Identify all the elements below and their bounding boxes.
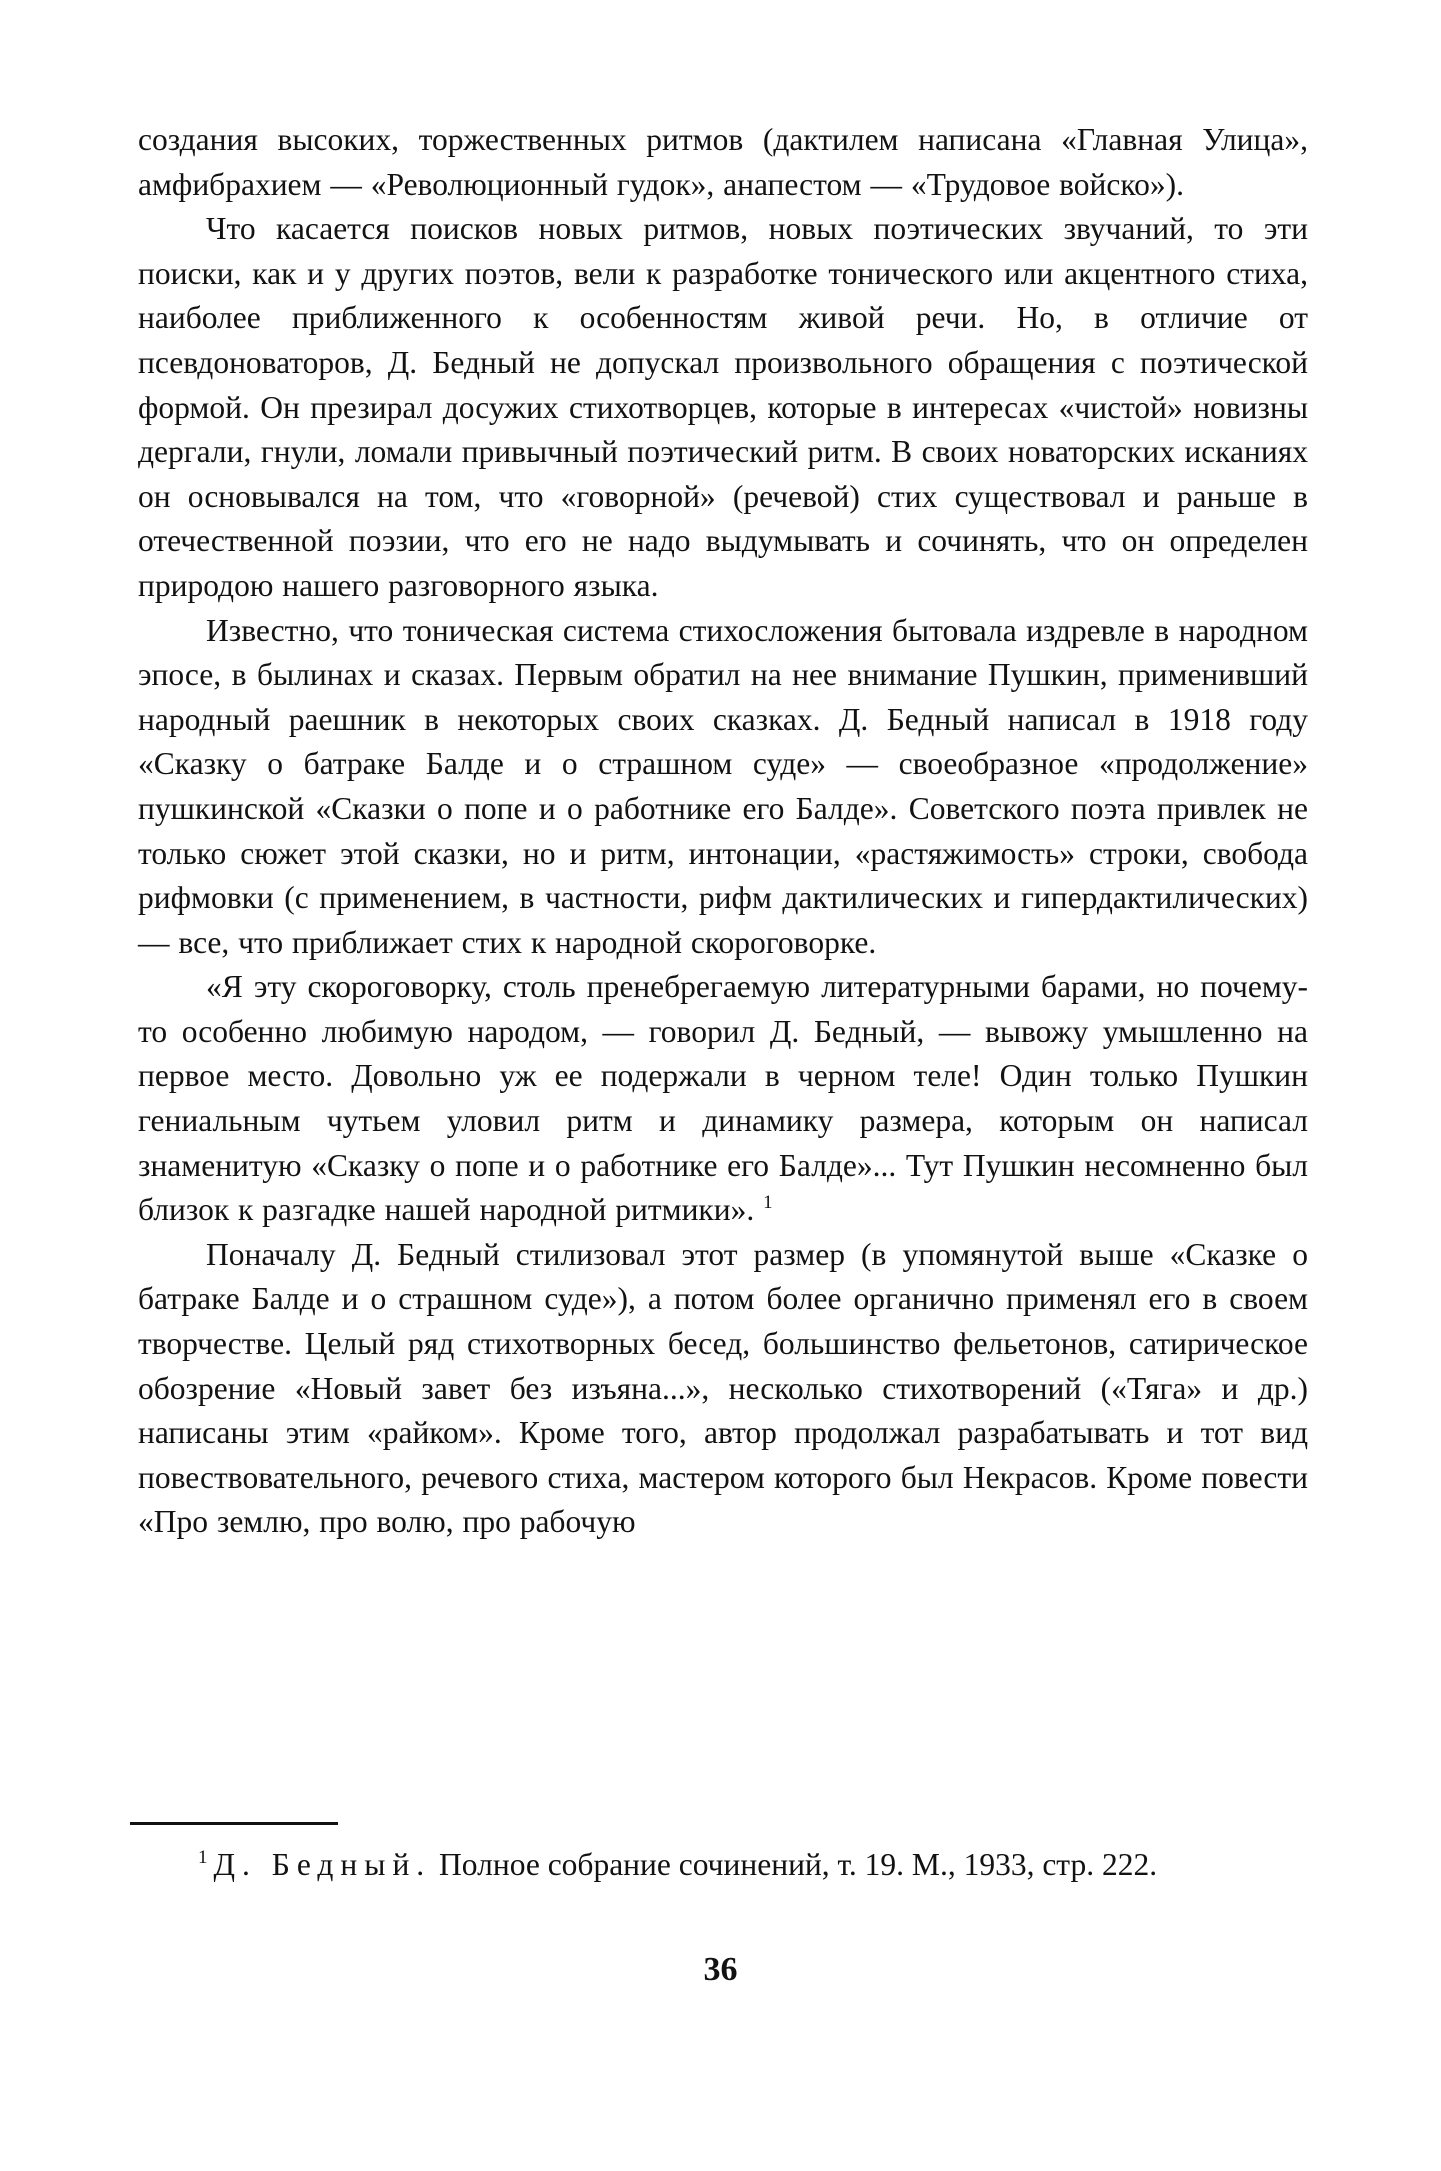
paragraph-1: создания высоких, торжественных ритмов (дактилем написана «Главная Улица», амфибрахием — «Революционный гудок», анапестом — «Трудовое войско»). [138, 122, 1308, 202]
paragraph-2: Что касается поисков новых ритмов, новых поэтических звучаний, то эти поиски, как и у других поэтов, вели к разработке тонического или акцентного стиха, наиболее приближенного к особенностям живой речи. Но, в отличие от псевдоноваторов, Д. Бедный не допускал произвольного обращения с поэтической формой. Он презирал досужих стихотворцев, которые в интересах «чистой» новизны дергали, гнули, ломали привычный поэтический ритм. В своих новаторских исканиях он основывался на том, что «говорной» (речевой) стих существовал и раньше в отечественной поэзии, что его не надо выдумывать и сочинять, что он определен природою нашего разговорного языка. [138, 211, 1308, 603]
footnote [138, 1843, 1308, 1887]
paragraph-5: Поначалу Д. Бедный стилизовал этот размер (в упомянутой выше «Сказке о батраке Балде и о страшном суде»), а потом более органично применял его в своем творчестве. Целый ряд стихотворных бесед, большинство фельетонов, сатирическое обозрение «Новый завет без изъяна...», несколько стихотворений («Тяга» и др.) написаны этим «райком». Кроме того, автор продолжал разрабатывать и тот вид повествовательного, речевого стиха, мастером которого был Некрасов. Кроме повести «Про землю, про волю, про рабочую [138, 1236, 1308, 1540]
footnote-divider [130, 1822, 338, 1825]
quote-text: «Я эту скороговорку, столь пренебрегаемую литературными барами, но почему-то особенно любимую народом, — говорил Д. Бедный, — вывожу умышленно на первое место. Довольно уж ее подержали в черном теле! Один только Пушкин гениальным чутьем уловил ритм и динамику размера, которым он написал знаменитую «Сказку о попе и о работнике его Балде»... Тут Пушкин несомненно был близок к разгадке нашей народной ритмики». [138, 969, 1308, 1228]
footnote-author: Д. Бедный. [213, 1847, 432, 1882]
paragraph-3: Известно, что тоническая система стихосложения бытовала издревле в народном эпосе, в былинах и сказах. Первым обратил на нее внимание Пушкин, применивший народный раешник в некоторых своих сказках. Д. Бедный написал в 1918 году «Сказку о батраке Балде и о страшном суде» — своеобразное «продолжение» пушкинской «Сказки о попе и о работнике его Балде». Советского поэта привлек не только сюжет этой сказки, но и ритм, интонации, «растяжимость» строки, свобода рифмовки (с применением, в частности, рифм дактилических и гипердактилических) — все, что приближает стих к народной скороговорке. [138, 612, 1308, 960]
page-number: 36 [703, 1951, 738, 1988]
footnote-text: Полное собрание сочинений, т. 19. М., 1933, стр. 222. [439, 1847, 1158, 1882]
paragraph-4-quote [138, 965, 1308, 1233]
footnote-mark: 1 [198, 1847, 208, 1868]
page-body [138, 118, 1308, 1545]
footnote-reference: 1 [763, 1192, 773, 1214]
